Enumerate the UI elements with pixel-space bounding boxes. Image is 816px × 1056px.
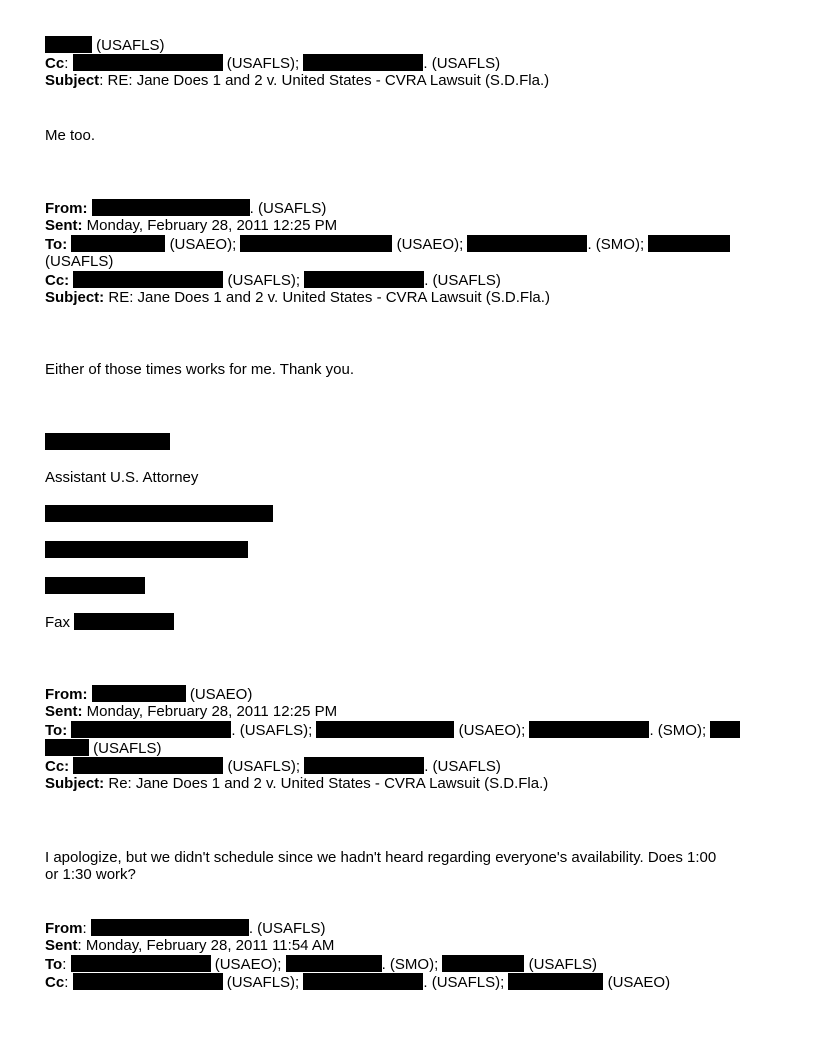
redaction-block <box>648 235 730 252</box>
redaction-block <box>71 235 165 252</box>
email2-to-line-cont <box>45 253 113 271</box>
from-label: From: <box>45 200 88 217</box>
sent-text: Monday, February 28, 2011 12:25 PM <box>86 217 338 234</box>
redaction-block <box>316 721 454 738</box>
cc-text: (USAFLS); <box>227 272 301 289</box>
to-text: . (USAFLS); <box>231 722 313 739</box>
redaction-block <box>92 685 186 702</box>
body-me-too <box>45 127 95 145</box>
redaction-block <box>74 613 174 630</box>
redaction-block <box>304 271 424 288</box>
top-cc-line <box>45 54 500 72</box>
email2-cc-line <box>45 271 501 289</box>
from-label: From <box>45 920 83 937</box>
email2-to-line <box>45 235 730 253</box>
to-text: . (SMO); <box>587 236 645 253</box>
redaction-block <box>45 433 170 450</box>
from-text: (USAEO) <box>189 686 253 703</box>
from-colon: : <box>82 920 87 937</box>
redaction-block <box>92 199 250 216</box>
cc-text: . (USAFLS); <box>423 974 505 991</box>
to-label: To: <box>45 722 68 739</box>
signature-address-1 <box>45 505 273 523</box>
to-text: (USAFLS) <box>45 253 114 270</box>
cc-label: Cc <box>45 974 65 991</box>
redaction-block <box>303 973 423 990</box>
to-text: (USAEO); <box>169 236 237 253</box>
cc-colon: : <box>64 974 69 991</box>
signature-fax <box>45 613 174 631</box>
to-text: . (SMO); <box>381 956 439 973</box>
redaction-block <box>73 973 223 990</box>
body-apology-line1 <box>45 849 716 867</box>
sent-colon: : <box>77 937 82 954</box>
redaction-block <box>529 721 649 738</box>
cc-text: (USAFLS); <box>227 758 301 775</box>
redaction-block <box>304 757 424 774</box>
redaction-block <box>73 757 223 774</box>
cc-text: (USAFLS); <box>226 55 300 72</box>
email2-from-line <box>45 199 326 217</box>
email3-sent-line <box>45 703 337 721</box>
email3-cc-line <box>45 757 501 775</box>
to-text: (USAFLS) <box>93 740 162 757</box>
subject-label: Subject <box>45 72 100 89</box>
email2-subject-line <box>45 289 550 307</box>
signature-address-2 <box>45 541 248 559</box>
redaction-block <box>45 36 92 53</box>
to-text: . (SMO); <box>649 722 707 739</box>
subject-text: RE: Jane Does 1 and 2 v. United States - CVRA Lawsuit (S.D.Fla.) <box>108 289 550 306</box>
from-label: From: <box>45 686 88 703</box>
sent-label: Sent <box>45 937 78 954</box>
subject-label: Subject: <box>45 289 105 306</box>
redaction-block <box>73 54 223 71</box>
redaction-block <box>508 973 603 990</box>
cc-text: . (USAFLS) <box>423 55 501 72</box>
signature-title <box>45 469 198 487</box>
redaction-block <box>286 955 382 972</box>
body-text: Either of those times works for me. Thank you. <box>45 361 355 378</box>
signature-title-text: Assistant U.S. Attorney <box>45 469 199 486</box>
body-text: I apologize, but we didn't schedule since we hadn't heard regarding everyone's availability. Does 1:00 <box>45 849 717 866</box>
subject-text: RE: Jane Does 1 and 2 v. United States - CVRA Lawsuit (S.D.Fla.) <box>107 72 550 89</box>
redaction-block <box>303 54 423 71</box>
email3-to-line <box>45 721 740 739</box>
from-text: . (USAFLS) <box>249 200 327 217</box>
cc-text: . (USAFLS) <box>424 758 501 775</box>
redaction-block <box>442 955 524 972</box>
redaction-block <box>71 955 211 972</box>
redaction-block <box>45 541 248 558</box>
email4-sent-line <box>45 937 334 955</box>
redaction-block <box>45 577 145 594</box>
body-either-times <box>45 361 354 379</box>
cc-label: Cc <box>45 55 65 72</box>
top-to-line <box>45 36 165 54</box>
signature-name <box>45 433 170 451</box>
sent-label: Sent: <box>45 703 83 720</box>
email4-from-line <box>45 919 326 937</box>
body-text: Me too. <box>45 127 96 144</box>
redaction-block <box>91 919 249 936</box>
redaction-block <box>710 721 740 738</box>
redaction-block <box>45 505 273 522</box>
sent-text: Monday, February 28, 2011 12:25 PM <box>86 703 338 720</box>
fax-label: Fax <box>45 614 71 631</box>
to-colon: : <box>62 956 67 973</box>
redaction-block <box>240 235 392 252</box>
email3-to-line-cont <box>45 739 162 757</box>
email2-sent-line <box>45 217 337 235</box>
top-subject-line <box>45 72 549 90</box>
redaction-block <box>45 739 89 756</box>
to-text: (USAEO); <box>214 956 282 973</box>
cc-label: Cc: <box>45 272 70 289</box>
sent-text: Monday, February 28, 2011 11:54 AM <box>85 937 335 954</box>
recipient-text: (USAFLS) <box>96 37 165 54</box>
cc-text: (USAFLS); <box>226 974 300 991</box>
email4-cc-line <box>45 973 670 991</box>
email4-to-line <box>45 955 597 973</box>
email3-subject-line <box>45 775 548 793</box>
signature-phone <box>45 577 145 595</box>
to-text: (USAEO); <box>396 236 464 253</box>
cc-colon: : <box>64 55 69 72</box>
body-text: or 1:30 work? <box>45 866 136 883</box>
to-label: To: <box>45 236 68 253</box>
subject-text: Re: Jane Does 1 and 2 v. United States - CVRA Lawsuit (S.D.Fla.) <box>108 775 549 792</box>
subject-label: Subject: <box>45 775 105 792</box>
redaction-block <box>71 721 231 738</box>
body-apology-line2 <box>45 866 136 884</box>
email3-from-line <box>45 685 252 703</box>
subject-colon: : <box>99 72 104 89</box>
cc-text: . (USAFLS) <box>424 272 501 289</box>
to-text: (USAFLS) <box>528 956 597 973</box>
cc-text: (USAEO) <box>607 974 671 991</box>
to-label: To <box>45 956 63 973</box>
sent-label: Sent: <box>45 217 83 234</box>
cc-label: Cc: <box>45 758 70 775</box>
redaction-block <box>467 235 587 252</box>
redaction-block <box>73 271 223 288</box>
to-text: (USAEO); <box>458 722 526 739</box>
from-text: . (USAFLS) <box>248 920 326 937</box>
